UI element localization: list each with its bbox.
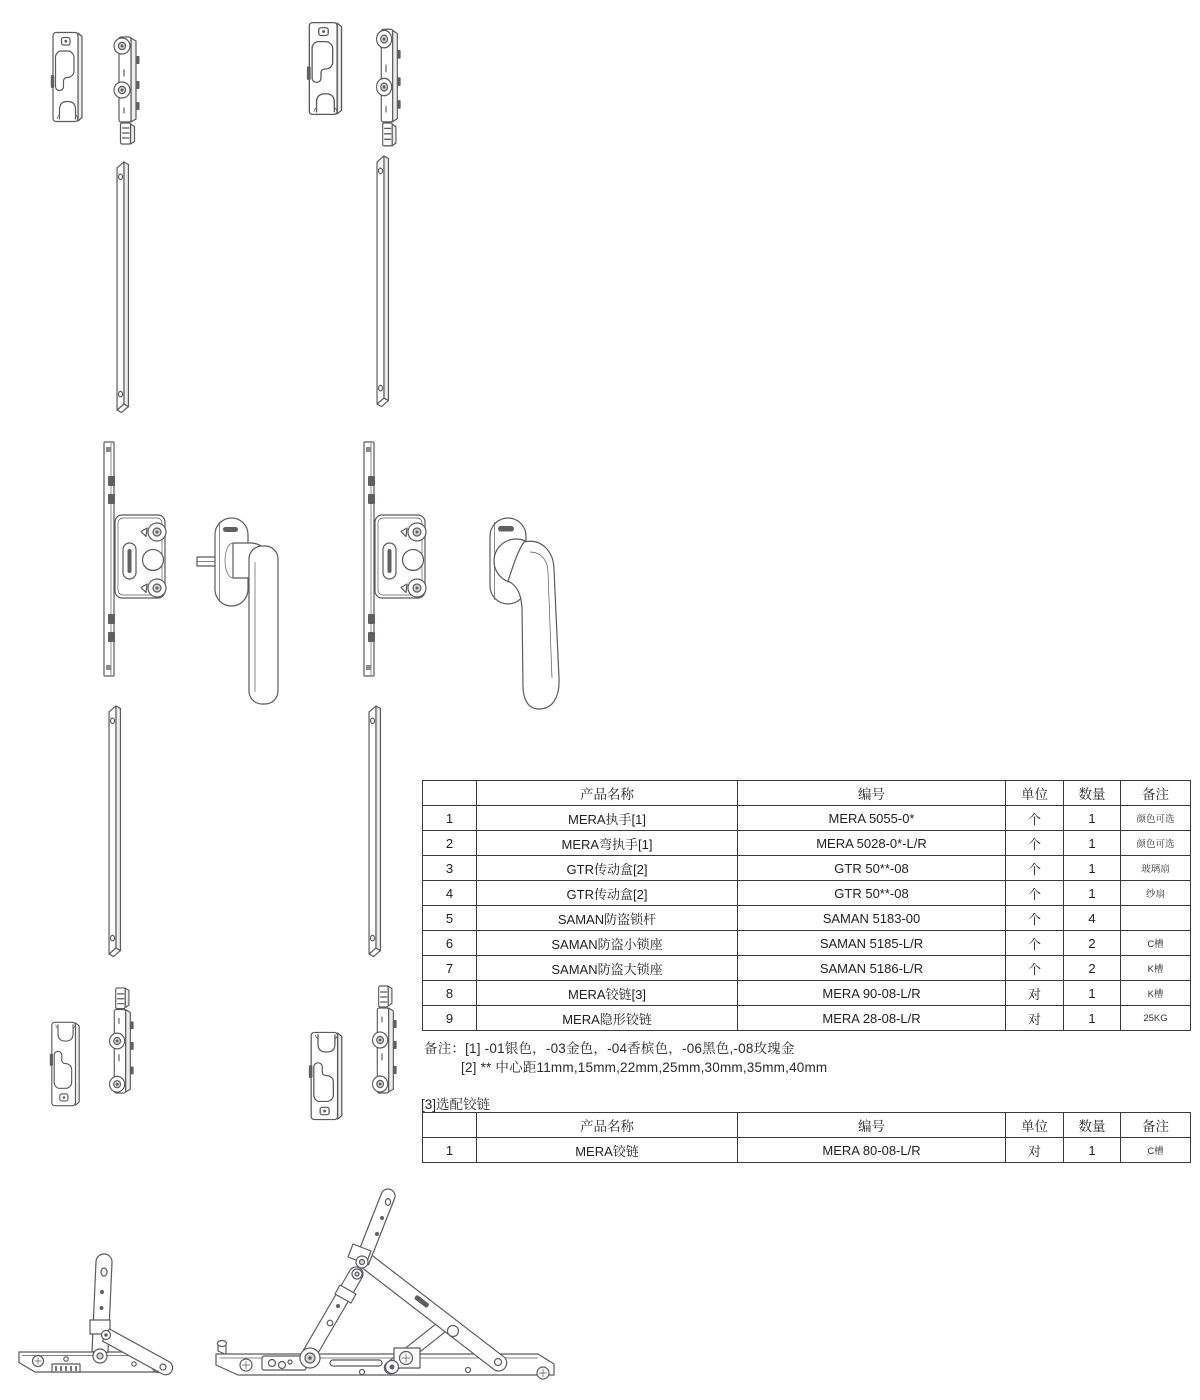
- column-header: 产品名称: [477, 1113, 738, 1138]
- table-cell: 1: [1064, 806, 1121, 831]
- table-row: [423, 981, 1191, 1006]
- column-header: [423, 1113, 477, 1138]
- table-cell: 对: [1006, 1006, 1064, 1031]
- table-cell: 个: [1006, 931, 1064, 956]
- table-cell: SAMAN防盗锁杆: [477, 906, 738, 931]
- column-header: 编号: [738, 1113, 1006, 1138]
- column-header: 数量: [1064, 781, 1121, 806]
- lock-rod-drawing: [372, 152, 394, 410]
- large-keeper-plate-drawing: [308, 1030, 346, 1122]
- notes-line-2: [461, 1056, 827, 1076]
- table-cell: [1121, 906, 1191, 931]
- transmission-gearbox-drawing: [98, 438, 173, 683]
- friction-hinge-small-drawing: [16, 1240, 181, 1390]
- table-cell: 1: [1064, 1138, 1121, 1163]
- small-keeper-plate-drawing: [50, 30, 86, 124]
- notes-label: 备注：: [424, 1041, 466, 1056]
- table-cell: GTR 50**-08: [738, 881, 1006, 906]
- table-cell: MERA 90-08-L/R: [738, 981, 1006, 1006]
- note-text: [1] -01银色，-03金色，-04香槟色，-06黑色,-08玫瑰金: [465, 1041, 795, 1056]
- table-cell: 个: [1006, 856, 1064, 881]
- table-cell: GTR传动盒[2]: [477, 856, 738, 881]
- parts-table: [422, 780, 1191, 1031]
- lock-rod-drawing: [104, 702, 126, 960]
- small-keeper-plate-drawing: [49, 1020, 83, 1108]
- table-row: [423, 956, 1191, 981]
- table-cell: 1: [1064, 856, 1121, 881]
- table-cell: SAMAN 5186-L/R: [738, 956, 1006, 981]
- table-row: [423, 1006, 1191, 1031]
- lock-rod-drawing: [364, 702, 386, 960]
- table-cell: K槽: [1121, 981, 1191, 1006]
- table-cell: 9: [423, 1006, 477, 1031]
- transmission-gearbox-drawing: [358, 438, 433, 683]
- table-cell: 1: [423, 806, 477, 831]
- table-cell: 1: [1064, 881, 1121, 906]
- table-cell: 5: [423, 906, 477, 931]
- table-row: [423, 931, 1191, 956]
- column-header: 备注: [1121, 781, 1191, 806]
- column-header: 数量: [1064, 1113, 1121, 1138]
- column-header: 产品名称: [477, 781, 738, 806]
- table-cell: 1: [1064, 1006, 1121, 1031]
- table-cell: K槽: [1121, 956, 1191, 981]
- table-cell: 1: [1064, 831, 1121, 856]
- table-cell: MERA弯执手[1]: [477, 831, 738, 856]
- table-cell: SAMAN 5185-L/R: [738, 931, 1006, 956]
- table-cell: 个: [1006, 881, 1064, 906]
- table-cell: C槽: [1121, 1138, 1191, 1163]
- table-cell: 个: [1006, 831, 1064, 856]
- table-header-row: [423, 1113, 1191, 1138]
- table-cell: SAMAN 5183-00: [738, 906, 1006, 931]
- table-cell: 对: [1006, 981, 1064, 1006]
- table-cell: SAMAN防盗大锁座: [477, 956, 738, 981]
- table-cell: MERA铰链[3]: [477, 981, 738, 1006]
- table-cell: 玻璃扇: [1121, 856, 1191, 881]
- table-cell: 2: [1064, 931, 1121, 956]
- lock-rod-cam-drawing: [369, 26, 403, 148]
- table-row: [423, 806, 1191, 831]
- lock-rod-drawing: [112, 158, 134, 416]
- table-cell: 1: [1064, 981, 1121, 1006]
- table-cell: MERA 28-08-L/R: [738, 1006, 1006, 1031]
- table-cell: 8: [423, 981, 477, 1006]
- bent-window-handle-drawing: [478, 508, 578, 718]
- table-row: [423, 881, 1191, 906]
- table-cell: MERA执手[1]: [477, 806, 738, 831]
- table-row: [423, 831, 1191, 856]
- column-header: 单位: [1006, 1113, 1064, 1138]
- table-cell: 对: [1006, 1138, 1064, 1163]
- lock-rod-cam-drawing: [365, 984, 399, 1096]
- table-cell: 个: [1006, 956, 1064, 981]
- large-keeper-plate-drawing: [306, 20, 346, 117]
- table-cell: MERA 80-08-L/R: [738, 1138, 1006, 1163]
- column-header: 备注: [1121, 1113, 1191, 1138]
- table-cell: 个: [1006, 806, 1064, 831]
- table-cell: 个: [1006, 906, 1064, 931]
- window-handle-drawing: [193, 508, 288, 708]
- friction-hinge-large-drawing: [210, 1182, 565, 1397]
- column-header: 编号: [738, 781, 1006, 806]
- table-row: [423, 1138, 1191, 1163]
- table-cell: 4: [423, 881, 477, 906]
- table-cell: GTR 50**-08: [738, 856, 1006, 881]
- table-cell: 纱扇: [1121, 881, 1191, 906]
- optional-hinge-title: [3]选配铰链: [421, 1097, 491, 1112]
- table-cell: 3: [423, 856, 477, 881]
- table-cell: 1: [423, 1138, 477, 1163]
- note-text: [2] ** 中心距11mm,15mm,22mm,25mm,30mm,35mm,40mm: [461, 1060, 828, 1075]
- optional-hinge-table: [422, 1112, 1191, 1163]
- table-cell: 4: [1064, 906, 1121, 931]
- table-cell: GTR传动盒[2]: [477, 881, 738, 906]
- table-cell: MERA隐形铰链: [477, 1006, 738, 1031]
- notes-line-1: [424, 1037, 795, 1057]
- table-row: [423, 856, 1191, 881]
- table-cell: 2: [1064, 956, 1121, 981]
- table-cell: 25KG: [1121, 1006, 1191, 1031]
- table-cell: SAMAN防盗小锁座: [477, 931, 738, 956]
- lock-rod-cam-drawing: [102, 986, 136, 1096]
- table-cell: C槽: [1121, 931, 1191, 956]
- table-header-row: [423, 781, 1191, 806]
- lock-rod-cam-drawing: [106, 34, 142, 146]
- column-header: 单位: [1006, 781, 1064, 806]
- table-cell: 2: [423, 831, 477, 856]
- table-row: [423, 906, 1191, 931]
- table-cell: 6: [423, 931, 477, 956]
- table-cell: 7: [423, 956, 477, 981]
- table-cell: 颜色可选: [1121, 831, 1191, 856]
- table-cell: MERA 5055-0*: [738, 806, 1006, 831]
- table-cell: MERA 5028-0*-L/R: [738, 831, 1006, 856]
- table-cell: MERA铰链: [477, 1138, 738, 1163]
- table-cell: 颜色可选: [1121, 806, 1191, 831]
- column-header: [423, 781, 477, 806]
